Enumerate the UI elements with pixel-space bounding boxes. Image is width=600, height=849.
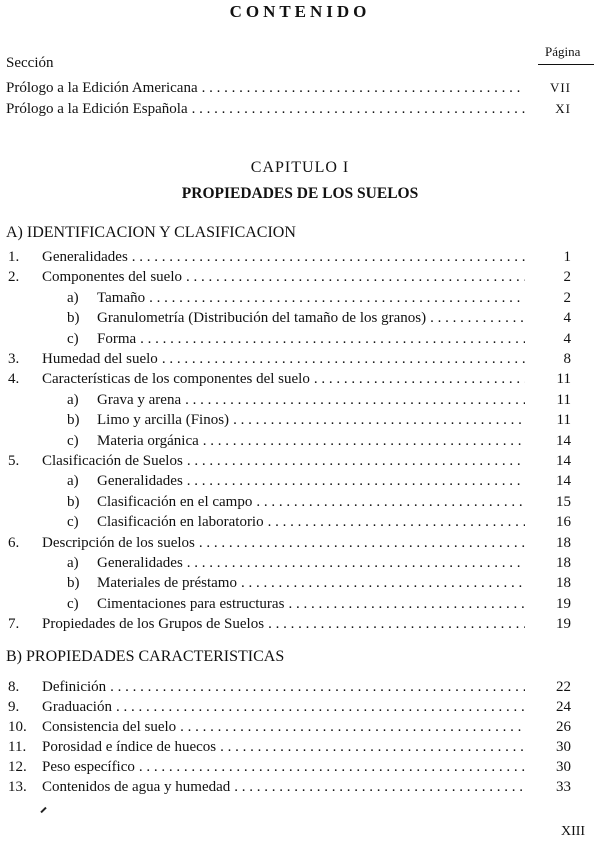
- toc-entry: [67, 390, 571, 410]
- entry-subletter: b): [67, 412, 80, 429]
- entry-page: 11: [556, 412, 571, 429]
- entry-page: 15: [556, 493, 571, 510]
- leader-dots: [268, 512, 525, 532]
- entry-label: Generalidades: [42, 249, 128, 265]
- leader-dots: [116, 697, 525, 717]
- toc-entry: [8, 533, 571, 553]
- entry-subletter: c): [67, 595, 79, 612]
- entry-page: 4: [563, 330, 571, 347]
- entry-label: Humedad del suelo: [42, 351, 158, 367]
- entry-page: 19: [556, 595, 571, 612]
- toc-entry: [8, 451, 571, 471]
- entry-label: Clasificación en laboratorio: [97, 514, 264, 531]
- prologo-label: Prólogo a la Edición Americana: [6, 80, 198, 96]
- entry-number: 12.: [8, 759, 27, 775]
- entry-page: 26: [556, 719, 571, 735]
- entry-label: Clasificación de Suelos: [42, 453, 183, 469]
- page-number: XIII: [561, 824, 586, 839]
- toc-entry: [8, 777, 571, 797]
- toc-entry: [67, 308, 571, 328]
- entry-label: Granulometría (Distribución del tamaño de los granos): [97, 310, 427, 327]
- leader-dots: [233, 410, 525, 430]
- entry-subletter: c): [67, 514, 79, 531]
- leader-dots: [132, 247, 525, 267]
- leader-dots: [430, 308, 525, 328]
- entry-page: 14: [556, 432, 571, 449]
- entry-label: Generalidades: [97, 473, 183, 490]
- entry-subletter: a): [67, 473, 79, 490]
- leader-dots: [187, 471, 525, 491]
- entry-label: Componentes del suelo: [42, 269, 182, 286]
- leader-dots: [185, 390, 525, 410]
- entry-page: 30: [556, 759, 571, 775]
- leader-dots: [140, 329, 525, 349]
- entry-subletter: c): [67, 330, 79, 347]
- entry-label: Limo y arcilla (Finos): [97, 412, 230, 429]
- entry-number: 7.: [8, 616, 20, 633]
- entry-label: Descripción de los suelos: [42, 534, 195, 551]
- entry-label: Materiales de préstamo: [97, 575, 237, 592]
- leader-dots: [162, 349, 525, 369]
- prologo-entry: [6, 99, 571, 119]
- entry-page: 24: [556, 699, 571, 715]
- entry-page: 18: [556, 575, 571, 592]
- entry-number: 10.: [8, 719, 27, 735]
- entry-subletter: a): [67, 391, 79, 408]
- toc-entry: [67, 594, 571, 614]
- entry-number: 1.: [8, 249, 20, 265]
- entry-page: 19: [556, 616, 571, 633]
- entry-number: 11.: [8, 739, 27, 755]
- entry-label: Generalidades: [97, 555, 183, 571]
- entry-label: Cimentaciones para estructuras: [97, 595, 285, 612]
- entry-label: Consistencia del suelo: [42, 719, 177, 735]
- entry-subletter: a): [67, 289, 79, 306]
- leader-dots: [203, 431, 525, 451]
- entry-page: 14: [556, 453, 571, 469]
- leader-dots: [288, 594, 525, 614]
- leader-dots: [139, 757, 525, 777]
- entry-number: 2.: [8, 269, 20, 286]
- leader-dots: [186, 267, 525, 287]
- toc-entry: [8, 614, 571, 634]
- page-title: CONTENIDO: [229, 2, 371, 21]
- prologo-page: XI: [555, 101, 571, 116]
- toc-entry: [67, 512, 571, 532]
- pagina-underline: [538, 64, 594, 65]
- leader-dots: [268, 614, 525, 634]
- section-b-heading: B) PROPIEDADES CARACTERISTICAS: [6, 648, 285, 665]
- leader-dots: [314, 369, 525, 389]
- entry-label: Peso específico: [42, 759, 135, 775]
- leader-dots: [180, 717, 525, 737]
- entry-page: 14: [556, 473, 571, 490]
- entry-page: 33: [556, 779, 571, 795]
- entry-label: Grava y arena: [97, 391, 182, 408]
- prologo-page: VII: [549, 80, 571, 95]
- toc-entry: [8, 697, 571, 717]
- prologo-label: Prólogo a la Edición Española: [6, 101, 188, 117]
- entry-subletter: b): [67, 493, 80, 510]
- entry-label: Propiedades de los Grupos de Suelos: [42, 616, 265, 633]
- leader-dots: [187, 451, 525, 471]
- entry-label: Materia orgánica: [97, 432, 199, 449]
- entry-page: 30: [556, 739, 571, 755]
- entry-number: 9.: [8, 699, 20, 715]
- entry-page: 2: [563, 289, 571, 306]
- entry-subletter: a): [67, 555, 79, 571]
- entry-page: 2: [563, 269, 571, 286]
- entry-number: 3.: [8, 351, 20, 367]
- toc-entry: [8, 267, 571, 287]
- toc-entry: [67, 288, 571, 308]
- entry-label: Graduación: [42, 699, 112, 715]
- entry-subletter: c): [67, 432, 79, 449]
- chapter-title: PROPIEDADES DE LOS SUELOS: [181, 185, 419, 202]
- toc-entry: [67, 553, 571, 573]
- toc-entry: [8, 757, 571, 777]
- entry-subletter: b): [67, 310, 80, 327]
- entry-page: 18: [556, 534, 571, 551]
- entry-label: Forma: [97, 330, 137, 347]
- entry-page: 22: [556, 679, 571, 695]
- toc-entry: [67, 492, 571, 512]
- entry-label: Tamaño: [97, 289, 146, 306]
- entry-number: 8.: [8, 679, 20, 695]
- ink-mark: [40, 807, 46, 813]
- toc-entry: [8, 737, 571, 757]
- toc-entry: [8, 717, 571, 737]
- entry-label: Características de los componentes del suelo: [42, 371, 310, 388]
- toc-entry: [8, 247, 571, 267]
- leader-dots: [187, 553, 525, 573]
- toc-entry: [67, 573, 571, 593]
- toc-entry: [67, 329, 571, 349]
- entry-page: 11: [556, 371, 571, 388]
- entry-subletter: b): [67, 575, 80, 592]
- entry-page: 8: [563, 351, 571, 367]
- entry-number: 13.: [8, 779, 27, 795]
- leader-dots: [149, 288, 525, 308]
- entry-number: 4.: [8, 371, 20, 388]
- entry-number: 5.: [8, 453, 20, 469]
- entry-page: 16: [556, 514, 571, 531]
- leader-dots: [199, 533, 525, 553]
- toc-entry: [67, 410, 571, 430]
- leader-dots: [192, 99, 525, 119]
- chapter-number: CAPITULO I: [250, 159, 350, 176]
- leader-dots: [220, 737, 525, 757]
- entry-label: Porosidad e índice de huecos: [42, 739, 217, 755]
- entry-label: Definición: [42, 679, 107, 695]
- entry-page: 11: [556, 391, 571, 408]
- leader-dots: [110, 677, 525, 697]
- pagina-column-label: Página: [545, 44, 581, 59]
- entry-page: 1: [563, 249, 571, 265]
- prologo-entry: [6, 78, 571, 98]
- entry-label: Clasificación en el campo: [97, 493, 253, 510]
- entry-page: 18: [556, 555, 571, 571]
- seccion-column-label: Sección: [6, 55, 54, 71]
- toc-entry: [8, 677, 571, 697]
- entry-label: Contenidos de agua y humedad: [42, 779, 231, 795]
- leader-dots: [234, 777, 525, 797]
- leader-dots: [241, 573, 525, 593]
- entry-number: 6.: [8, 534, 20, 551]
- leader-dots: [202, 78, 525, 98]
- toc-entry: [8, 369, 571, 389]
- toc-entry: [67, 471, 571, 491]
- leader-dots: [256, 492, 525, 512]
- section-a-heading: A) IDENTIFICACION Y CLASIFICACION: [6, 224, 296, 241]
- toc-entry: [8, 349, 571, 369]
- entry-page: 4: [563, 310, 571, 327]
- toc-entry: [67, 431, 571, 451]
